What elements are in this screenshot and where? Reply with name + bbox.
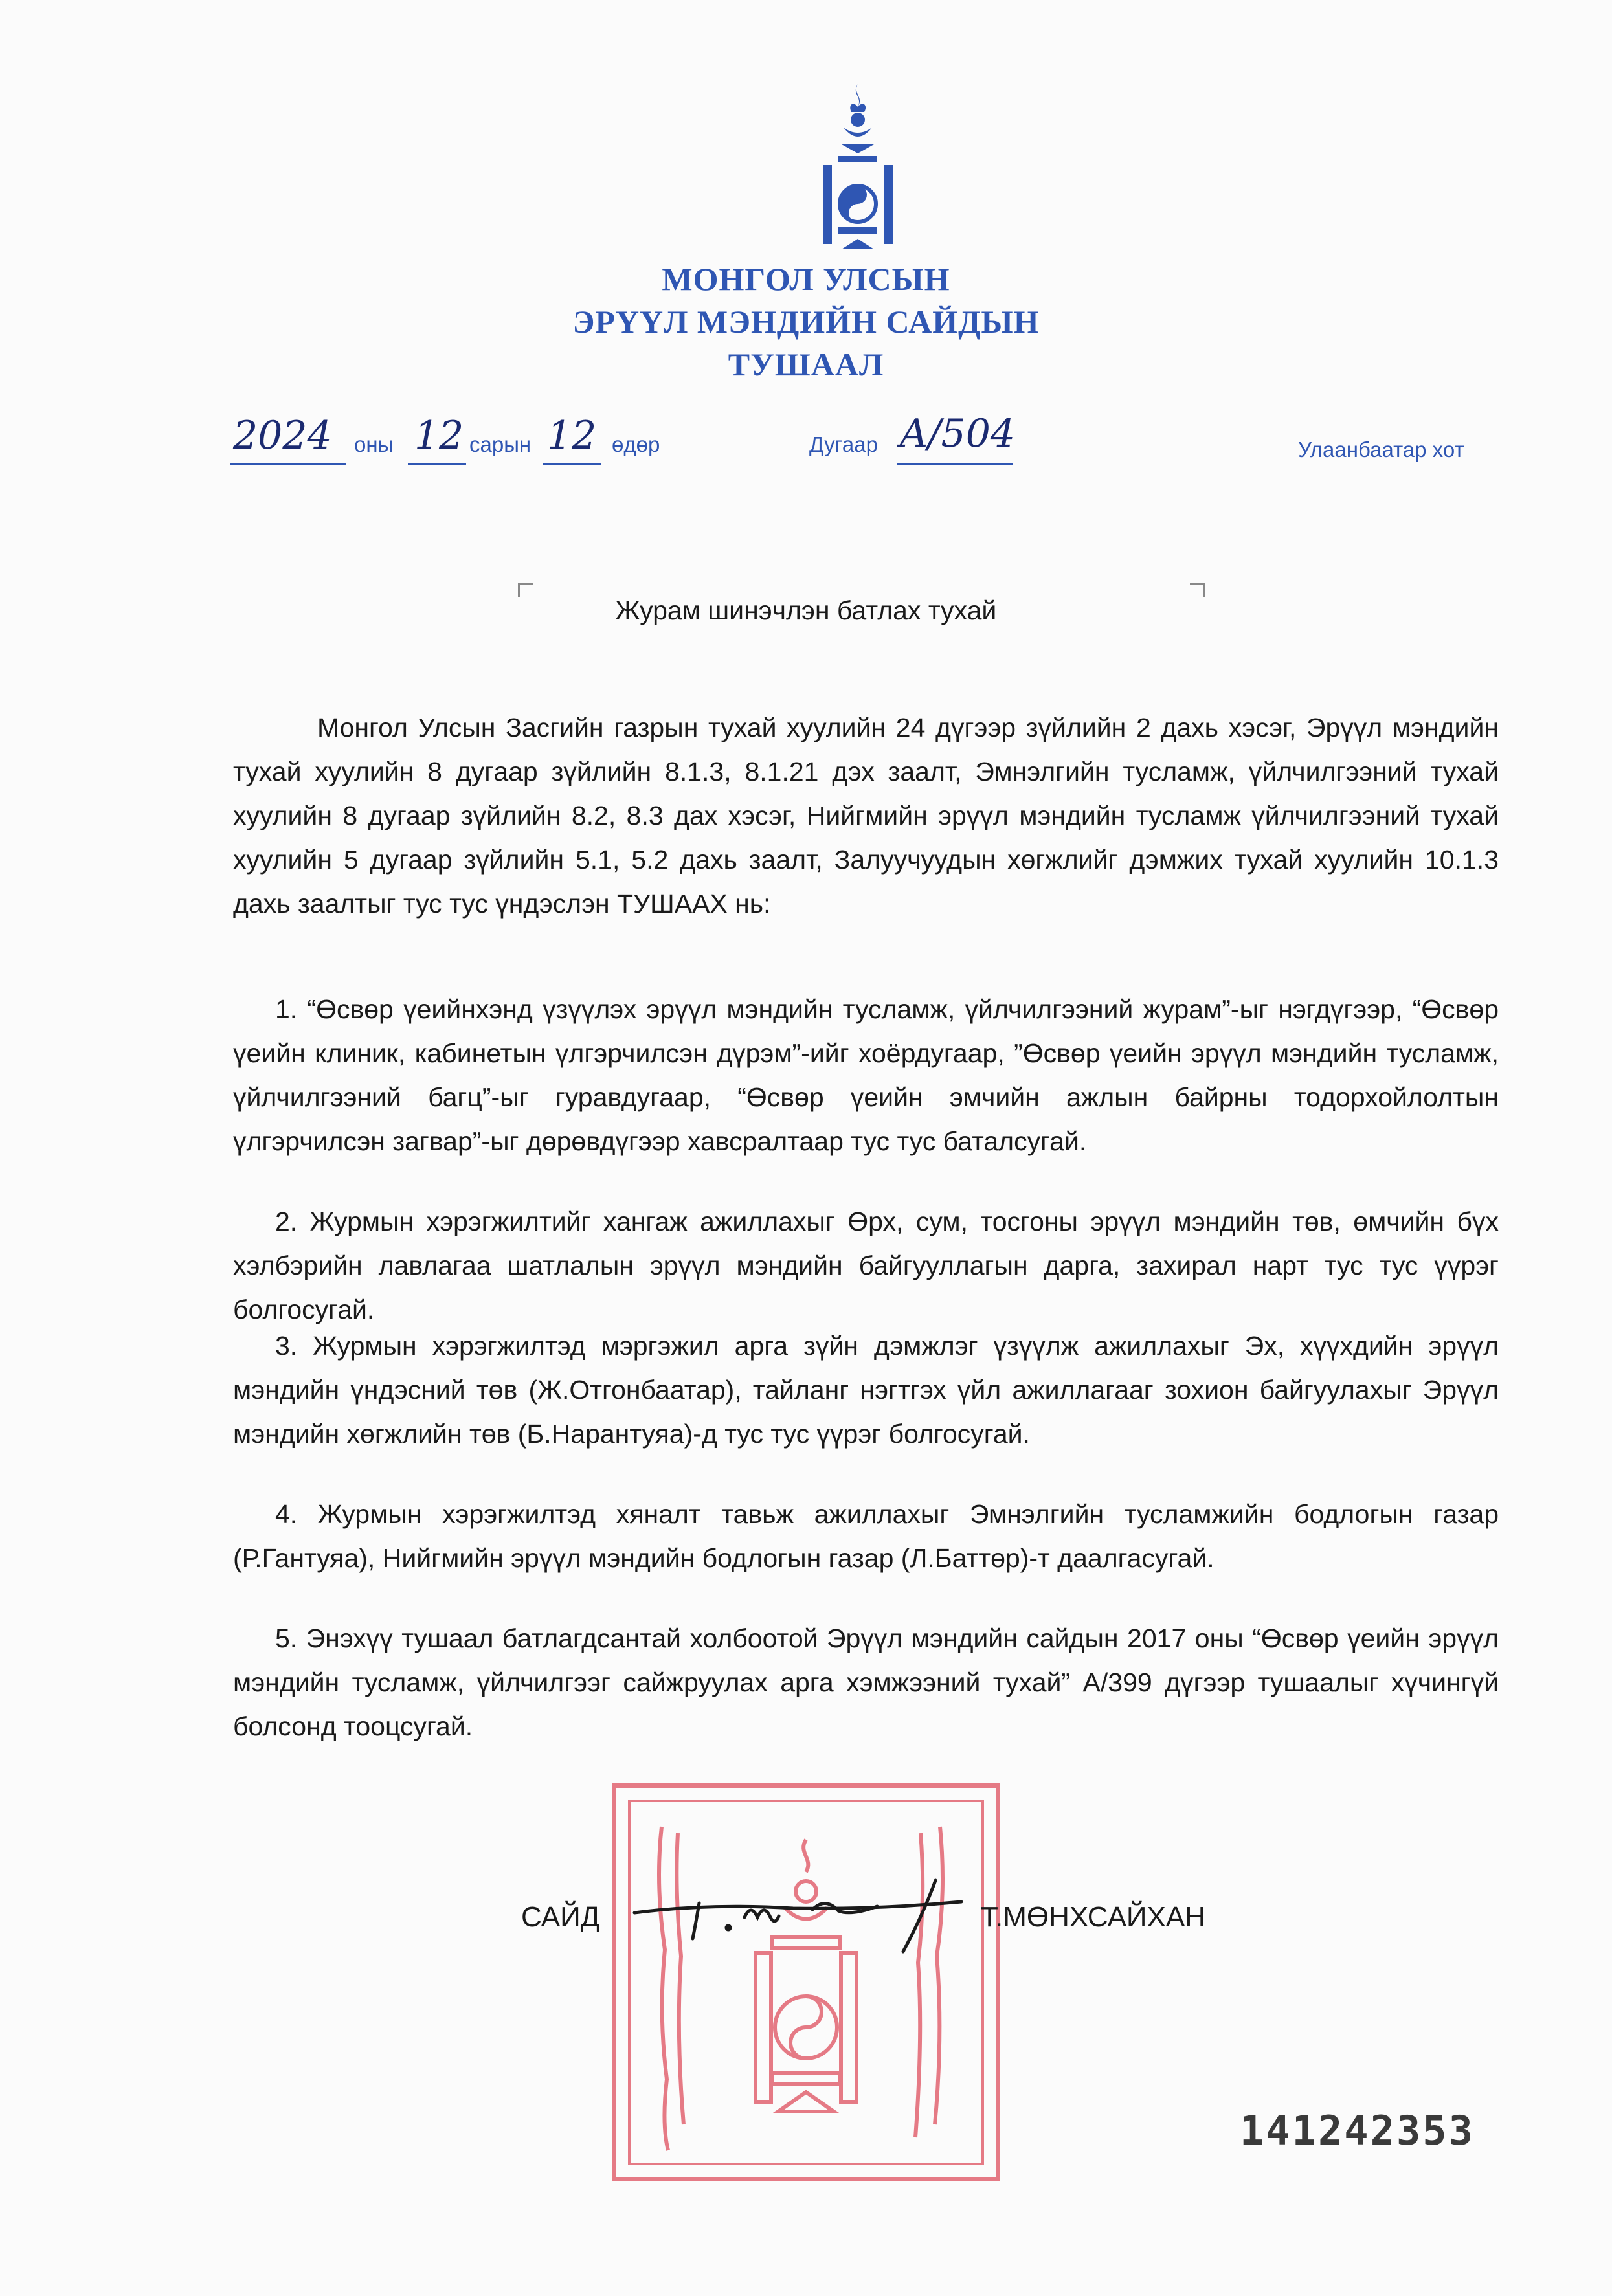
- order-item-2: 2. Журмын хэрэгжилтийг хангаж ажиллахыг Өрх, сум, тосгоны эрүүл мэндийн төв, өмчийн бүх хэлбэрийн лавлагаа шатлалын эрүүл мэндийн байгууллагын дарга, захирал нарт тус тус үүрэг болгосугай.: [233, 1207, 1499, 1324]
- month-underline: [408, 463, 466, 465]
- signatory-name: Т.МӨНХСАЙХАН: [981, 1901, 1206, 1933]
- year-underline: [230, 463, 346, 465]
- location: Улаанбаатар хот: [1298, 438, 1464, 462]
- handwritten-signature-icon: [631, 1877, 968, 1955]
- order-item-5: 5. Энэхүү тушаал батлагдсантай холбоотой Эрүүл мэндийн сайдын 2017 оны “Өсвөр үеийн эрүүл мэндийн тусламж, үйлчилгээг сайжруулах арга хэмжээний тухай” А/399 дүгээр тушаалыг хүчингүй болсонд тооцсугай.: [233, 1623, 1499, 1741]
- date-month-suffix: сарын: [469, 432, 532, 456]
- soyombo-emblem-icon: [812, 81, 903, 256]
- header-line-2: ЭРҮҮЛ МЭНДИЙН САЙДЫН: [572, 304, 1040, 340]
- seal-emblem-icon: [616, 1788, 996, 2177]
- subject-title: Журам шинэчлэн батлах тухай: [615, 596, 997, 625]
- number-underline: [897, 463, 1013, 465]
- header-line-1: МОНГОЛ УЛСЫН: [662, 261, 950, 297]
- official-seal: [612, 1783, 1000, 2181]
- preamble: [233, 706, 1499, 926]
- number-value: A/504: [900, 411, 1016, 456]
- signatory-title: САЙД: [521, 1901, 600, 1933]
- preamble-text: Монгол Улсын Засгийн газрын тухай хуулийн 24 дүгээр зүйлийн 2 дахь хэсэг, Эрүүл мэндийн тухай хуулийн 8 дугаар зүйлийн 8.1.3, 8.1.21 дэх заалт, Эмнэлгийн тусламж, үйлчилгээний тухай хуулийн 8 дугаар зүйлийн 8.2, 8.3 дах хэсэг, Нийгмийн эрүүл мэндийн тусламж үйлчилгээний тухай хуулийн 5 дугаар зүйлийн 5.1, 5.2 дахь заалт, Залуучуудын хөгжлийг дэмжих тухай хуулийн 10.1.3 дахь заалтыг тус тус үндэслэн ТУШААХ нь:: [233, 713, 1499, 919]
- order-item-1: 1. “Өсвөр үеийнхэнд үзүүлэх эрүүл мэндийн тусламж, үйлчилгээний журам”-ыг нэгдүгээр, “Өсвөр үеийн клиник, кабинетын үлгэрчилсэн дүрэм”-ийг хоёрдугаар, ”Өсвөр үеийн эрүүл мэндийн тусламж, үйлчилгээний багц”-ыг гуравдугаар, “Өсвөр үеийн эмчийн ажлын байрны тодорхойлолтын үлгэрчилсэн загвар”-ыг дөрөвдүгээр хавсралтаар тус тус баталсугай.: [233, 994, 1499, 1156]
- date-month: 12: [414, 413, 464, 458]
- document-serial-number: 141242353: [1240, 2107, 1475, 2154]
- order-item-3: 3. Журмын хэрэгжилтэд мэргэжил арга зүйн дэмжлэг үзүүлж ажиллахыг Эх, хүүхдийн эрүүл мэндийн үндэсний төв (Ж.Отгонбаатар), тайланг нэгтгэх үйл ажиллагааг зохион байгуулахыг Эрүүл мэндийн хөгжлийн төв (Б.Нарантуяа)-д тус тус үүрэг болгосугай.: [233, 1331, 1499, 1449]
- day-underline: [543, 463, 601, 465]
- date-day-suffix: өдөр: [612, 432, 660, 456]
- date-year: 2024: [233, 413, 332, 458]
- number-label: Дугаар: [809, 432, 878, 456]
- date-year-suffix: оны: [354, 432, 394, 456]
- order-item-4: 4. Журмын хэрэгжилтэд хяналт тавьж ажиллахыг Эмнэлгийн тусламжийн бодлогын газар (Р.Гантуяа), Нийгмийн эрүүл мэндийн бодлогын газар (Л.Баттөр)-т даалгасугай.: [233, 1499, 1499, 1573]
- date-day: 12: [547, 413, 597, 458]
- header-line-3: ТУШААЛ: [728, 346, 884, 383]
